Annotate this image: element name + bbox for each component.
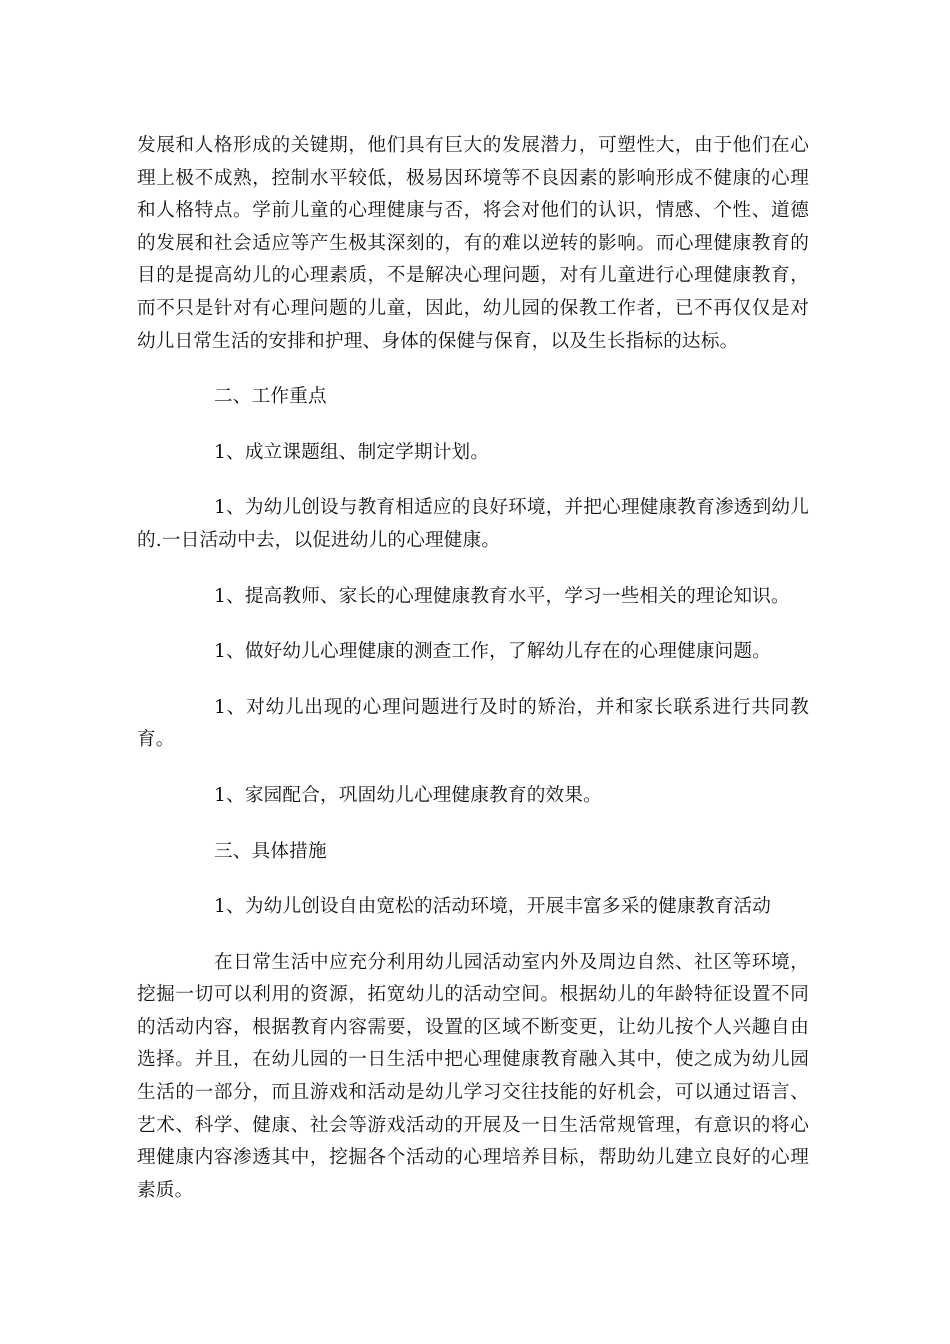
list-item: 1、成立课题组、制定学期计划。 — [214, 441, 490, 463]
list-item: 1、为幼儿创设与教育相适应的良好环境，并把心理健康教育渗透到幼儿的.一日活动中去，以促进幼儿的心理健康。 — [137, 497, 809, 551]
list-item: 1、对幼儿出现的心理问题进行及时的矫治，并和家长联系进行共同教育。 — [137, 696, 809, 751]
document-body — [137, 130, 809, 1207]
section-heading-work-focus: 二、工作重点 — [214, 386, 327, 408]
body-paragraph: 在日常生活中应充分利用幼儿园活动室内外及周边自然、社区等环境，挖掘一切可以利用的资源，拓宽幼儿的活动空间。根据幼儿的年龄特征设置不同的活动内容，根据教育内容需要，设置的区域不断变更，让幼儿按个人兴趣自由选择。并且，在幼儿园的一日生活中把心理健康教育融入其中，使之成为幼儿园生活的一部分，而且游戏和活动是幼儿学习交往技能的好机会，可以通过语言、艺术、科学、健康、社会等游戏活动的开展及一日生活常规管理，有意识的将心理健康内容渗透其中，挖掘各个活动的心理培养目标，帮助幼儿建立良好的心理素质。 — [137, 951, 809, 1201]
body-paragraph-continuation: 发展和人格形成的关键期，他们具有巨大的发展潜力，可塑性大，由于他们在心理上极不成熟，控制水平较低，极易因环境等不良因素的影响形成不健康的心理和人格特点。学前儿童的心理健康与否，将会对他们的认识，情感、个性、道德的发展和社会适应等产生极其深刻的，有的难以逆转的影响。而心理健康教育的目的是提高幼儿的心理素质，不是解决心理问题，对有儿童进行心理健康教育，而不只是针对有心理问题的儿童，因此，幼儿园的保教工作者，已不再仅仅是对幼儿日常生活的安排和护理、身体的保健与保育，以及生长指标的达标。 — [137, 135, 809, 352]
section-heading-measures: 三、具体措施 — [214, 840, 327, 862]
list-item: 1、为幼儿创设自由宽松的活动环境，开展丰富多采的健康教育活动 — [214, 896, 772, 918]
list-item: 1、提高教师、家长的心理健康教育水平，学习一些相关的理论知识。 — [214, 585, 790, 607]
list-item: 1、家园配合，巩固幼儿心理健康教育的效果。 — [214, 784, 602, 806]
list-item: 1、做好幼儿心理健康的测查工作，了解幼儿存在的心理健康问题。 — [214, 641, 772, 663]
